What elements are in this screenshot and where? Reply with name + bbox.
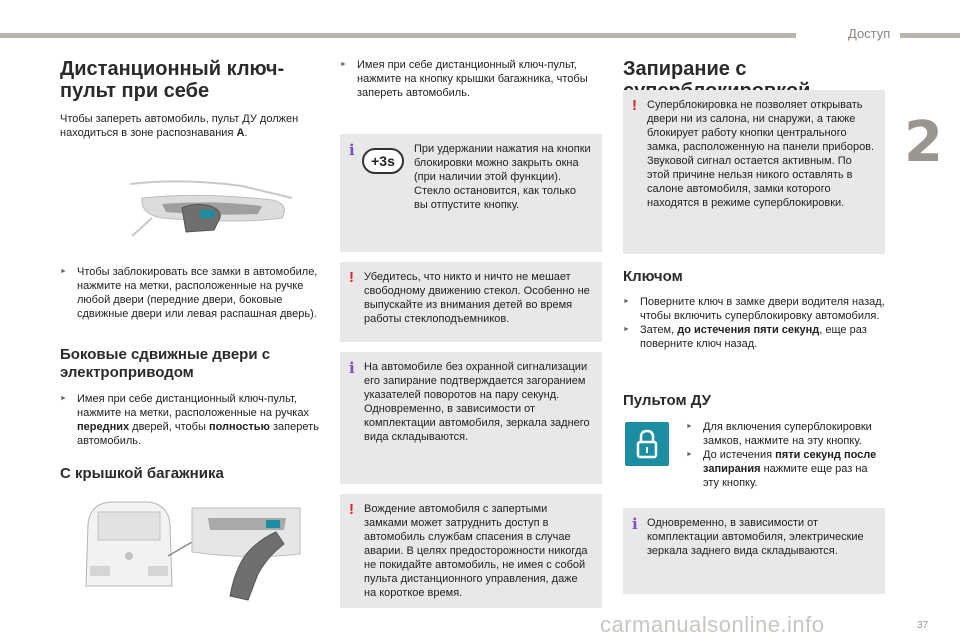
subsection-heading: Боковые сдвижные двери с электроприводом [60,346,271,381]
lock-icon [625,422,669,466]
subsection-heading: С крышкой багажника [60,465,224,482]
list-item: ► Для включения суперблокировки замков, нажмите на эту кнопку. [686,420,886,448]
chapter-number: 2 [904,110,943,175]
info-icon: i [349,141,355,159]
list-item: ► Поверните ключ в замке двери водителя назад, чтобы включить суперблокировку автомобиля. [623,295,885,323]
header-rule-right [900,33,960,38]
intro-text: Чтобы запереть автомобиль, пульт ДУ должен находиться в зоне распознавания A. [60,113,299,139]
section-heading: Запирание с [623,58,747,80]
info-box: i +3s При удержании нажатия на кнопки блокировки можно закрыть окна (при наличии этой функции). Стекло остановится, как только вы отпустите кнопку. [340,134,602,252]
list-item: ► Имея при себе дистанционный ключ-пульт, нажмите на кнопку крышки багажника, чтобы запереть автомобиль. [340,58,602,100]
warning-icon: ! [349,501,354,518]
watermark: carmanualsonline.info [600,612,825,637]
section-title: Доступ [848,26,891,41]
subsection-heading: Ключом [623,268,683,285]
list-item: ► До истечения пяти секунд после запирания нажмите еще раз на эту кнопку. [686,448,886,490]
tailgate-illustration [80,494,312,604]
warning-icon: ! [349,269,354,286]
warning-box: ! Вождение автомобиля с запертыми замками может затруднить доступ в автомобиль службам спасения в случае аварии. В целях предосторожности никогда не покидайте автомобиль, не имея с собой пульта дистанционного управления, даже на короткое время. [340,494,602,608]
section-heading: Дистанционный ключ-пульт при себе [60,58,285,102]
subsection-heading: Пультом ДУ [623,392,711,409]
page-number: 37 [917,620,929,631]
three-seconds-badge: +3s [362,148,404,174]
warning-icon: ! [632,97,637,114]
header-rule-left [0,33,796,38]
list-item: ► Имея при себе дистанционный ключ-пульт, нажмите на метки, расположенные на ручках передних дверей, чтобы полностью запереть автомобиль. [60,392,320,448]
info-icon: i [349,359,355,377]
info-box: i На автомобиле без охранной сигнализации его запирание подтверждается загоранием указателей поворотов на пару секунд. Одновременно, в зависимости от комплектации автомобиля, зеркала заднего вида складываются. [340,352,602,484]
info-box: i Одновременно, в зависимости от комплектации автомобиля, электрические зеркала заднего вида складываются. [623,508,885,594]
info-icon: i [632,515,638,533]
door-handle-illustration [122,178,298,242]
list-item: ► Затем, до истечения пяти секунд, еще раз поверните ключ назад. [623,323,885,351]
column-1 [60,58,320,140]
warning-box: ! Суперблокировка не позволяет открывать двери ни из салона, ни снаружи, а также блокирует работу кнопки центрального замка, расположенную на панели приборов. Звуковой сигнал остается активным. По этой причине нельзя никого оставлять в салоне автомобиля, замки которого находятся в режиме суперблокировки. [623,90,885,254]
warning-box: ! Убедитесь, что никто и ничто не мешает свободному движению стекол. Особенно не выпускайте из внимания детей во время работы стеклоподъемников. [340,262,602,342]
list-item: ► Чтобы заблокировать все замки в автомобиле, нажмите на метки, расположенные на ручке любой двери (передние двери, боковые сдвижные двери или левая распашная дверь). [60,265,320,321]
